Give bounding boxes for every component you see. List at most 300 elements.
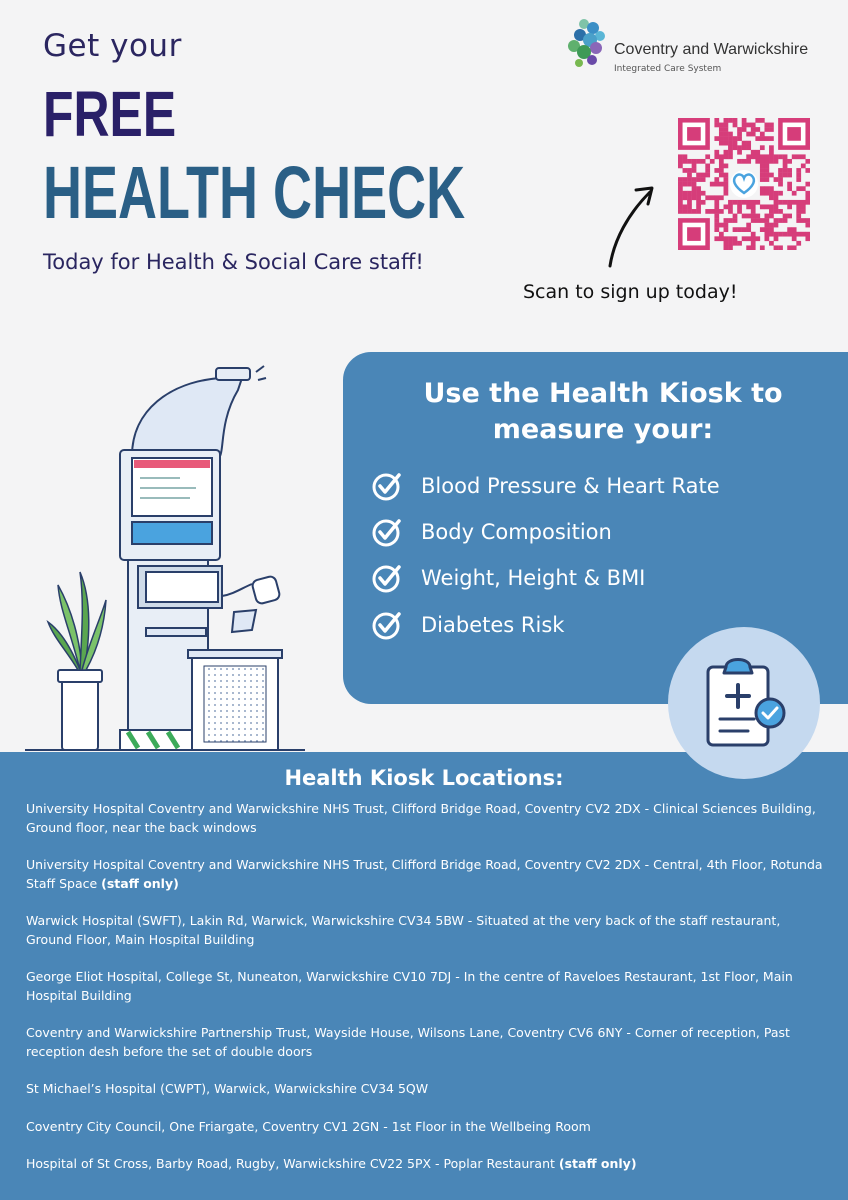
qr-module xyxy=(769,123,774,128)
location-text: Coventry City Council, One Friargate, Coventry CV1 2GN - 1st Floor in the Wellbeing Room xyxy=(26,1118,591,1134)
qr-module xyxy=(783,168,788,173)
measure-item xyxy=(371,562,645,594)
qr-module xyxy=(728,200,733,205)
qr-module xyxy=(701,200,706,205)
measure-item xyxy=(371,516,612,548)
qr-module xyxy=(724,173,729,178)
qr-module xyxy=(760,132,765,137)
qr-module xyxy=(787,182,792,187)
qr-module xyxy=(787,173,792,178)
qr-module xyxy=(760,159,765,164)
qr-module xyxy=(774,204,779,209)
qr-module xyxy=(678,204,683,209)
qr-module xyxy=(760,154,765,159)
qr-module xyxy=(705,209,710,214)
qr-module xyxy=(760,145,765,150)
qr-module xyxy=(792,245,797,250)
scan-caption: Scan to sign up today! xyxy=(523,281,738,303)
qr-module xyxy=(755,200,760,205)
qr-module xyxy=(701,173,706,178)
qr-module xyxy=(728,118,733,123)
locations-title: Health Kiosk Locations: xyxy=(284,766,564,790)
qr-module xyxy=(801,164,806,169)
qr-module xyxy=(769,195,774,200)
qr-module xyxy=(714,218,719,223)
qr-module xyxy=(737,150,742,155)
qr-module xyxy=(783,214,788,219)
location-item xyxy=(26,800,826,837)
qr-module xyxy=(701,159,706,164)
qr-module xyxy=(742,123,747,128)
qr-module xyxy=(801,154,806,159)
qr-module xyxy=(719,132,724,137)
qr-module xyxy=(746,145,751,150)
qr-module xyxy=(769,209,774,214)
qr-module xyxy=(746,236,751,241)
qr-module xyxy=(705,164,710,169)
qr-module xyxy=(783,159,788,164)
qr-module xyxy=(696,191,701,196)
qr-module xyxy=(719,236,724,241)
qr-module xyxy=(687,191,692,196)
qr-module xyxy=(746,154,751,159)
qr-module xyxy=(796,173,801,178)
qr-module xyxy=(769,154,774,159)
qr-module xyxy=(805,191,810,196)
qr-module xyxy=(746,204,751,209)
qr-module xyxy=(805,223,810,228)
qr-module xyxy=(774,159,779,164)
heading-free: FREE xyxy=(43,78,177,150)
qr-module xyxy=(737,241,742,246)
qr-module xyxy=(728,218,733,223)
qr-module xyxy=(746,123,751,128)
health-kiosk-illustration xyxy=(20,360,320,755)
qr-module xyxy=(724,186,729,191)
qr-module xyxy=(696,173,701,178)
qr-module xyxy=(705,173,710,178)
qr-module xyxy=(764,218,769,223)
qr-module xyxy=(714,168,719,173)
qr-module xyxy=(696,195,701,200)
qr-module xyxy=(728,136,733,141)
qr-module xyxy=(687,168,692,173)
panel-title-line2: measure your: xyxy=(492,414,714,445)
qr-module xyxy=(760,227,765,232)
qr-module xyxy=(796,241,801,246)
qr-module xyxy=(796,218,801,223)
qr-module xyxy=(751,214,756,219)
qr-module xyxy=(755,118,760,123)
qr-module xyxy=(733,141,738,146)
qr-module xyxy=(737,227,742,232)
qr-module xyxy=(692,164,697,169)
subtitle: Today for Health & Social Care staff! xyxy=(43,250,424,274)
qr-module xyxy=(687,209,692,214)
qr-module xyxy=(796,177,801,182)
qr-module xyxy=(796,186,801,191)
check-circle-icon xyxy=(371,516,403,548)
qr-module xyxy=(692,209,697,214)
qr-module xyxy=(683,159,688,164)
qr-module xyxy=(714,154,719,159)
qr-module xyxy=(724,182,729,187)
qr-module xyxy=(687,159,692,164)
qr-module xyxy=(746,214,751,219)
qr-module xyxy=(796,168,801,173)
qr-module xyxy=(751,132,756,137)
qr-module xyxy=(805,182,810,187)
qr-module xyxy=(746,223,751,228)
qr-finder xyxy=(678,118,710,150)
qr-module xyxy=(728,204,733,209)
qr-module xyxy=(724,227,729,232)
panel-title xyxy=(373,376,833,448)
qr-code[interactable] xyxy=(678,118,810,250)
qr-module xyxy=(724,223,729,228)
qr-module xyxy=(728,154,733,159)
qr-module xyxy=(774,236,779,241)
qr-module xyxy=(760,186,765,191)
qr-module xyxy=(724,154,729,159)
qr-module xyxy=(742,127,747,132)
qr-module xyxy=(755,150,760,155)
qr-module xyxy=(678,182,683,187)
qr-module xyxy=(760,168,765,173)
qr-module xyxy=(801,232,806,237)
qr-module xyxy=(742,159,747,164)
qr-module xyxy=(728,209,733,214)
qr-module xyxy=(683,204,688,209)
qr-module xyxy=(692,177,697,182)
qr-module xyxy=(719,195,724,200)
qr-module xyxy=(778,245,783,250)
qr-module xyxy=(764,136,769,141)
qr-module xyxy=(787,232,792,237)
location-item xyxy=(26,1118,826,1137)
qr-module xyxy=(764,154,769,159)
qr-module xyxy=(733,136,738,141)
qr-module xyxy=(687,200,692,205)
qr-module xyxy=(796,204,801,209)
qr-module xyxy=(683,182,688,187)
qr-module xyxy=(805,200,810,205)
qr-module xyxy=(714,195,719,200)
qr-module xyxy=(714,209,719,214)
qr-module xyxy=(746,227,751,232)
qr-module xyxy=(774,245,779,250)
qr-module xyxy=(724,177,729,182)
qr-module xyxy=(719,173,724,178)
qr-finder xyxy=(678,218,710,250)
qr-module xyxy=(737,204,742,209)
qr-module xyxy=(742,214,747,219)
qr-module xyxy=(724,136,729,141)
qr-module xyxy=(801,186,806,191)
qr-module xyxy=(746,132,751,137)
location-item xyxy=(26,1024,826,1061)
location-text: Hospital of St Cross, Barby Road, Rugby, Warwickshire CV22 5PX - Poplar Restaurant xyxy=(26,1156,559,1171)
qr-module xyxy=(755,154,760,159)
qr-module xyxy=(728,245,733,250)
qr-module xyxy=(792,236,797,241)
qr-module xyxy=(724,132,729,137)
qr-module xyxy=(714,214,719,219)
qr-module xyxy=(764,204,769,209)
qr-module xyxy=(683,154,688,159)
qr-module xyxy=(769,136,774,141)
qr-module xyxy=(778,177,783,182)
qr-module xyxy=(724,118,729,123)
qr-module xyxy=(724,127,729,132)
qr-module xyxy=(733,145,738,150)
qr-module xyxy=(764,127,769,132)
qr-module xyxy=(751,123,756,128)
qr-module xyxy=(787,227,792,232)
qr-module xyxy=(805,195,810,200)
qr-module xyxy=(719,127,724,132)
qr-module xyxy=(787,159,792,164)
qr-module xyxy=(769,191,774,196)
qr-module xyxy=(764,223,769,228)
qr-module xyxy=(769,204,774,209)
ics-logo-mark xyxy=(566,16,612,80)
location-text: Warwick Hospital (SWFT), Lakin Rd, Warwick, Warwickshire CV34 5BW - Situated at the very back of the staff restaurant, Ground Floor, Main Hospital Building xyxy=(26,913,781,947)
qr-module xyxy=(719,154,724,159)
qr-module xyxy=(774,154,779,159)
qr-module xyxy=(778,154,783,159)
qr-module xyxy=(769,127,774,132)
qr-module xyxy=(778,218,783,223)
qr-module xyxy=(714,123,719,128)
qr-module xyxy=(678,186,683,191)
qr-module xyxy=(764,232,769,237)
qr-module xyxy=(728,241,733,246)
heading-get-your: Get your xyxy=(43,28,182,64)
qr-module xyxy=(678,191,683,196)
locations-list xyxy=(26,800,826,1193)
measure-item xyxy=(371,609,564,641)
qr-module xyxy=(705,168,710,173)
qr-module xyxy=(692,182,697,187)
measure-item-label: Weight, Height & BMI xyxy=(421,566,646,590)
qr-module xyxy=(710,209,715,214)
qr-module xyxy=(751,200,756,205)
qr-module xyxy=(751,150,756,155)
ics-logo xyxy=(566,16,836,80)
qr-module xyxy=(751,127,756,132)
qr-module xyxy=(692,168,697,173)
qr-module xyxy=(733,200,738,205)
qr-module xyxy=(728,141,733,146)
qr-module xyxy=(787,214,792,219)
qr-module xyxy=(678,159,683,164)
qr-module xyxy=(792,191,797,196)
qr-module xyxy=(714,200,719,205)
measure-item-label: Diabetes Risk xyxy=(421,613,565,637)
qr-module xyxy=(764,173,769,178)
qr-module xyxy=(764,236,769,241)
qr-module xyxy=(792,227,797,232)
qr-module xyxy=(678,209,683,214)
qr-module xyxy=(783,154,788,159)
qr-module xyxy=(764,168,769,173)
qr-module xyxy=(705,154,710,159)
qr-module xyxy=(683,195,688,200)
qr-module xyxy=(755,236,760,241)
qr-module xyxy=(783,200,788,205)
qr-module xyxy=(760,164,765,169)
qr-module xyxy=(742,145,747,150)
qr-module xyxy=(764,227,769,232)
qr-module xyxy=(774,191,779,196)
panel-title-line1: Use the Health Kiosk to xyxy=(423,378,783,409)
qr-module xyxy=(719,164,724,169)
location-text: University Hospital Coventry and Warwickshire NHS Trust, Clifford Bridge Road, Coventry CV2 2DX - Clinical Sciences Building, Ground floor, near the back windows xyxy=(26,801,816,835)
arrow-icon xyxy=(580,180,660,270)
qr-module xyxy=(678,164,683,169)
qr-module xyxy=(696,200,701,205)
qr-module xyxy=(760,191,765,196)
qr-module xyxy=(783,218,788,223)
check-circle-icon xyxy=(371,609,403,641)
qr-module xyxy=(801,204,806,209)
check-circle-icon xyxy=(371,562,403,594)
qr-module xyxy=(719,141,724,146)
qr-module xyxy=(774,200,779,205)
qr-module xyxy=(724,164,729,169)
qr-module xyxy=(769,223,774,228)
qr-module xyxy=(778,200,783,205)
qr-module xyxy=(774,232,779,237)
qr-module xyxy=(696,186,701,191)
qr-module xyxy=(742,236,747,241)
qr-module xyxy=(805,232,810,237)
qr-module xyxy=(683,177,688,182)
location-item xyxy=(26,912,826,949)
qr-module xyxy=(774,223,779,228)
qr-module xyxy=(714,236,719,241)
qr-module xyxy=(696,159,701,164)
qr-module xyxy=(796,232,801,237)
qr-module xyxy=(764,214,769,219)
qr-module xyxy=(737,145,742,150)
location-note: (staff only) xyxy=(101,875,179,891)
qr-module xyxy=(714,182,719,187)
qr-module xyxy=(751,232,756,237)
location-text: St Michael’s Hospital (CWPT), Warwick, Warwickshire CV34 5QW xyxy=(26,1081,429,1096)
measure-item xyxy=(371,470,720,502)
qr-module xyxy=(733,236,738,241)
qr-module xyxy=(746,159,751,164)
qr-module xyxy=(687,204,692,209)
qr-module xyxy=(755,159,760,164)
location-note: (staff only) xyxy=(558,1156,637,1171)
qr-module xyxy=(701,191,706,196)
qr-module xyxy=(728,236,733,241)
qr-module xyxy=(733,241,738,246)
qr-module xyxy=(742,200,747,205)
qr-module xyxy=(769,186,774,191)
qr-module xyxy=(760,245,765,250)
qr-module xyxy=(696,209,701,214)
qr-module xyxy=(751,204,756,209)
qr-module xyxy=(733,227,738,232)
qr-module xyxy=(710,159,715,164)
qr-module xyxy=(805,236,810,241)
qr-module xyxy=(683,209,688,214)
qr-module xyxy=(764,186,769,191)
qr-module xyxy=(719,209,724,214)
qr-module xyxy=(769,227,774,232)
qr-module xyxy=(769,232,774,237)
qr-module xyxy=(751,218,756,223)
qr-module xyxy=(787,245,792,250)
qr-module xyxy=(714,118,719,123)
qr-module xyxy=(742,227,747,232)
qr-module xyxy=(714,150,719,155)
qr-module xyxy=(724,191,729,196)
qr-module xyxy=(760,177,765,182)
qr-module xyxy=(755,127,760,132)
qr-module xyxy=(678,177,683,182)
qr-module xyxy=(687,195,692,200)
qr-module xyxy=(737,132,742,137)
qr-module xyxy=(778,232,783,237)
qr-module xyxy=(769,241,774,246)
qr-module xyxy=(774,209,779,214)
qr-module xyxy=(701,177,706,182)
qr-module xyxy=(742,118,747,123)
qr-module xyxy=(764,191,769,196)
qr-module xyxy=(687,173,692,178)
qr-module xyxy=(737,136,742,141)
qr-module xyxy=(769,150,774,155)
location-item xyxy=(26,968,826,1005)
qr-module xyxy=(724,218,729,223)
qr-module xyxy=(778,191,783,196)
clipboard-badge xyxy=(668,627,820,779)
qr-module xyxy=(760,136,765,141)
qr-module xyxy=(696,204,701,209)
qr-module xyxy=(733,118,738,123)
qr-module xyxy=(755,136,760,141)
qr-module xyxy=(719,168,724,173)
qr-module xyxy=(764,177,769,182)
qr-module xyxy=(719,232,724,237)
qr-module xyxy=(796,154,801,159)
qr-module xyxy=(805,218,810,223)
qr-module xyxy=(724,204,729,209)
qr-module xyxy=(724,236,729,241)
qr-module xyxy=(714,223,719,228)
clipboard-check-icon xyxy=(668,627,820,779)
measure-item-label: Blood Pressure & Heart Rate xyxy=(421,474,720,498)
qr-module xyxy=(801,218,806,223)
qr-module xyxy=(783,164,788,169)
qr-module xyxy=(760,218,765,223)
qr-module xyxy=(719,182,724,187)
check-circle-icon xyxy=(371,470,403,502)
qr-module xyxy=(764,123,769,128)
qr-module xyxy=(751,236,756,241)
qr-module xyxy=(769,145,774,150)
qr-module xyxy=(728,132,733,137)
qr-module xyxy=(724,241,729,246)
qr-module xyxy=(760,204,765,209)
qr-module xyxy=(778,182,783,187)
qr-module xyxy=(805,168,810,173)
